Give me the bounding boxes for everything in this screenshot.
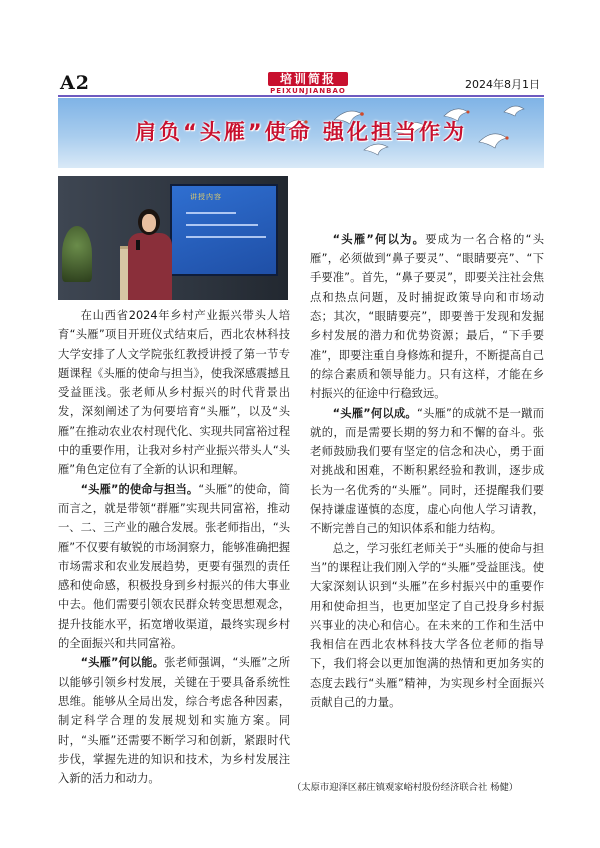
masthead-title: 培训简报: [268, 72, 348, 86]
potted-plant: [62, 226, 92, 282]
section-heading: “头雁”何以成。: [332, 406, 417, 420]
section-success: [310, 404, 544, 539]
masthead-pinyin: PEIXUNJIANBAO: [270, 87, 346, 95]
microphone: [136, 240, 140, 250]
title-banner: [58, 98, 544, 168]
speaker-figure: [128, 233, 172, 300]
section-mission: [58, 480, 290, 654]
article-column-left: [58, 306, 290, 788]
speaker-face: [142, 214, 156, 232]
section-action: [310, 230, 544, 404]
article-conclusion: 总之，学习张红老师关于“头雁的使命与担当”的课程让我们刚入学的“头雁”受益匪浅。使大家深刻认识到“头雁”在乡村振兴中的重要作用和使命担当，也更加坚定了自己投身乡村振兴事业的决心和信心。在未来的工作和生活中我相信在西北农林科技大学各位老师的指导下，我们将会以更加饱满的热情和更加务实的态度去践行“头雁”精神，为实现乡村全面振兴贡献自己的力量。: [310, 541, 544, 710]
section-body: “头雁”的使命，简而言之，就是带领“群雁”实现共同富裕，推动一、二、三产业的融合发展。张老师指出，“头雁”不仅要有敏锐的市场洞察力，能够准确把握市场需求和农业发展趋势，更要有强烈的责任感和使命感，积极投身到乡村振兴的伟大事业中去。他们需要引领农民群众转变思想观念，提升技能水平，拓宽增收渠道，最终实现乡村的全面振兴和共同富裕。: [58, 482, 290, 651]
issue-date: 2024年8月1日: [465, 78, 540, 91]
article-intro: 在山西省2024年乡村产业振兴带头人培育“头雁”项目开班仪式结束后，西北农林科技大学安排了人文学院张红教授讲授了第一节专题课程《头雁的使命与担当》，使我深感震撼且受益匪浅。张老师从乡村振兴的时代背景出发，深刻阐述了为何要培育“头雁”，以及“头雁”在推动农业农村现代化、实现共同富裕过程中的重要作用，让我对乡村产业振兴带头人“头雁”角色定位有了全新的认识和理解。: [58, 309, 290, 477]
page-number: A2: [60, 72, 90, 94]
lecture-photo: [58, 176, 288, 300]
section-ability: [58, 653, 290, 788]
masthead: [268, 72, 348, 96]
section-heading: “头雁”何以为。: [332, 232, 426, 246]
banner-title: 肩负“头雁”使命 强化担当作为: [135, 120, 467, 144]
projector-screen: [170, 184, 278, 276]
section-body: “头雁”的成就不是一蹴而就的，而是需要长期的努力和不懈的奋斗。张老师鼓励我们要有坚定的信念和决心，勇于面对挑战和困难，不断积累经验和教训，逐步成长为一名优秀的“头雁”。同时，还提醒我们要保持谦虚谨慎的态度，虚心向他人学习请教，不断完善自己的知识体系和能力结构。: [310, 406, 544, 536]
byline: （太原市迎泽区郝庄镇观家峪村股份经济联合社 杨健）: [292, 782, 519, 793]
header-rule: [58, 95, 544, 97]
section-body: 要成为一名合格的“头雁”，必须做到“鼻子要灵”、“眼睛要亮”、“下手要准”。首先，“鼻子要灵”，即要关注社会焦点和热点问题，及时捕捉政策导向和市场动态；其次，“眼睛要亮”，即要善于发现和发掘乡村发展的潜力和优势资源；最后，“下手要准”，即要注重自身修炼和提升，不断提高自己的综合素质和领导能力。只有这样，才能在乡村振兴的征途中行稳致远。: [310, 232, 544, 401]
section-body: 张老师强调，“头雁”之所以能够引领乡村发展，关键在于要具备系统性思维。能够从全局出发，综合考虑各种因素，制定科学合理的发展规划和实施方案。同时，“头雁”还需要不断学习和创新，紧跟时代步伐，掌握先进的知识和技术，为乡村发展注入新的活力和动力。: [58, 656, 290, 786]
screen-heading: 讲授内容: [190, 193, 222, 201]
section-heading: “头雁”的使命与担当。: [80, 482, 199, 496]
section-heading: “头雁”何以能。: [80, 656, 165, 670]
article-column-right: [310, 172, 544, 712]
